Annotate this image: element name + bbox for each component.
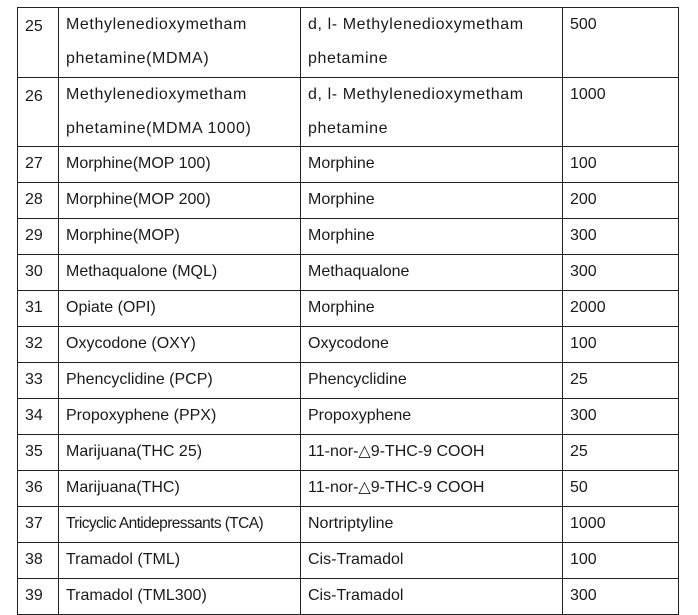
cutoff-value: 25: [563, 363, 679, 399]
drug-cutoff-table: [17, 7, 679, 615]
drug-name: Tramadol (TML): [59, 543, 301, 579]
drug-name: Propoxyphene (PPX): [59, 399, 301, 435]
table-row: [18, 183, 679, 219]
calibrator: Oxycodone: [301, 327, 563, 363]
cutoff-value: 300: [563, 219, 679, 255]
cutoff-value: 500: [563, 8, 679, 78]
drug-name: Methaqualone (MQL): [59, 255, 301, 291]
drug-name: Marijuana(THC): [59, 471, 301, 507]
calibrator: Phencyclidine: [301, 363, 563, 399]
calibrator: Cis-Tramadol: [301, 579, 563, 615]
cutoff-value: 50: [563, 471, 679, 507]
drug-name: Methylenedioxymetham phetamine(MDMA): [59, 8, 301, 78]
calibrator: 11-nor-△9-THC-9 COOH: [301, 435, 563, 471]
cutoff-value: 25: [563, 435, 679, 471]
drug-name: Morphine(MOP): [59, 219, 301, 255]
table-row: [18, 8, 679, 78]
calibrator: Methaqualone: [301, 255, 563, 291]
drug-name: Marijuana(THC 25): [59, 435, 301, 471]
table-row: [18, 579, 679, 615]
row-number: 32: [18, 327, 59, 363]
table-row: [18, 399, 679, 435]
drug-table-container: [17, 7, 679, 615]
cutoff-value: 100: [563, 147, 679, 183]
table-row: [18, 363, 679, 399]
table-row: [18, 543, 679, 579]
row-number: 37: [18, 507, 59, 543]
row-number: 29: [18, 219, 59, 255]
row-number: 35: [18, 435, 59, 471]
cutoff-value: 200: [563, 183, 679, 219]
calibrator: Cis-Tramadol: [301, 543, 563, 579]
cutoff-value: 1000: [563, 507, 679, 543]
row-number: 30: [18, 255, 59, 291]
row-number: 25: [18, 8, 59, 78]
drug-name: Methylenedioxymetham phetamine(MDMA 1000): [59, 78, 301, 147]
cutoff-value: 300: [563, 399, 679, 435]
table-row: [18, 471, 679, 507]
row-number: 26: [18, 78, 59, 147]
drug-name: Tramadol (TML300): [59, 579, 301, 615]
table-row: [18, 147, 679, 183]
cutoff-value: 1000: [563, 78, 679, 147]
calibrator: Morphine: [301, 183, 563, 219]
calibrator: d, l- Methylenedioxymetham phetamine: [301, 8, 563, 78]
table-row: [18, 291, 679, 327]
table-row: [18, 219, 679, 255]
table-row: [18, 78, 679, 147]
row-number: 39: [18, 579, 59, 615]
calibrator: d, l- Methylenedioxymetham phetamine: [301, 78, 563, 147]
drug-name: Phencyclidine (PCP): [59, 363, 301, 399]
calibrator: Propoxyphene: [301, 399, 563, 435]
row-number: 31: [18, 291, 59, 327]
calibrator: Morphine: [301, 291, 563, 327]
cutoff-value: 300: [563, 579, 679, 615]
row-number: 33: [18, 363, 59, 399]
cutoff-value: 2000: [563, 291, 679, 327]
drug-name: Morphine(MOP 200): [59, 183, 301, 219]
calibrator: Nortriptyline: [301, 507, 563, 543]
calibrator: Morphine: [301, 219, 563, 255]
drug-name: Tricyclic Antidepressants (TCA): [59, 507, 301, 543]
drug-name: Opiate (OPI): [59, 291, 301, 327]
drug-name: Oxycodone (OXY): [59, 327, 301, 363]
table-row: [18, 507, 679, 543]
row-number: 27: [18, 147, 59, 183]
cutoff-value: 300: [563, 255, 679, 291]
table-row: [18, 255, 679, 291]
row-number: 28: [18, 183, 59, 219]
row-number: 34: [18, 399, 59, 435]
drug-name: Morphine(MOP 100): [59, 147, 301, 183]
row-number: 36: [18, 471, 59, 507]
table-row: [18, 435, 679, 471]
calibrator: 11-nor-△9-THC-9 COOH: [301, 471, 563, 507]
cutoff-value: 100: [563, 327, 679, 363]
table-row: [18, 327, 679, 363]
cutoff-value: 100: [563, 543, 679, 579]
calibrator: Morphine: [301, 147, 563, 183]
row-number: 38: [18, 543, 59, 579]
